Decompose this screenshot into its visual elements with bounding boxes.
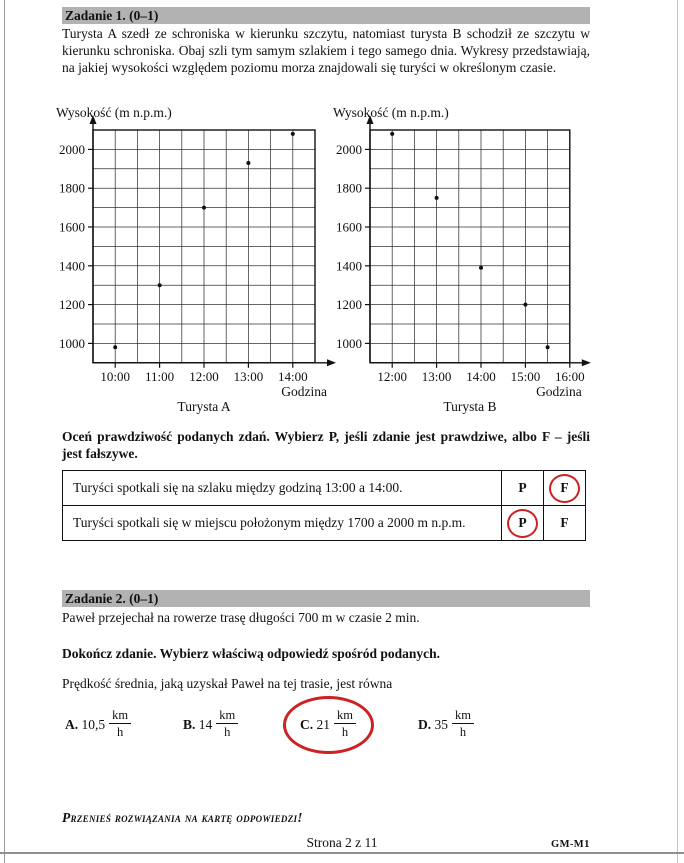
page-number: Strona 2 z 11	[306, 835, 378, 850]
svg-text:12:00: 12:00	[377, 368, 408, 384]
answer-options	[62, 700, 602, 758]
svg-text:1800: 1800	[59, 180, 85, 196]
option-b[interactable]: B. 14 $\frac{km}{h}$	[183, 710, 238, 742]
unit-fraction: $\frac{km}{h}$	[216, 708, 238, 740]
svg-text:Wysokość (m n.p.m.): Wysokość (m n.p.m.)	[333, 105, 449, 120]
svg-text:1200: 1200	[59, 297, 85, 313]
option-a[interactable]: A. 10,5 $\frac{km}{h}$	[65, 710, 131, 742]
svg-text:1600: 1600	[59, 219, 85, 235]
task1-instruction: Oceń prawdziwość podanych zdań. Wybierz P, jeśli zdanie jest prawdziwe, albo F – jeśli jest fałszywe.	[62, 429, 590, 462]
svg-text:Godzina: Godzina	[281, 383, 327, 399]
true-false-table	[62, 470, 586, 541]
row1-true-option[interactable]: P	[518, 480, 527, 495]
svg-text:Turysta A: Turysta A	[177, 398, 231, 414]
task2-instruction: Dokończ zdanie. Wybierz właściwą odpowiedź spośród podanych.	[62, 646, 441, 661]
svg-text:1400: 1400	[59, 258, 85, 274]
unit-fraction: $\frac{km}{h}$	[109, 708, 131, 740]
svg-text:Wysokość (m n.p.m.): Wysokość (m n.p.m.)	[56, 105, 172, 120]
svg-text:14:00: 14:00	[466, 368, 496, 384]
svg-text:1600: 1600	[336, 219, 362, 235]
table-row	[63, 471, 586, 506]
svg-text:15:00: 15:00	[510, 368, 541, 384]
svg-text:Godzina: Godzina	[536, 383, 582, 399]
svg-text:13:00: 13:00	[233, 368, 264, 384]
svg-text:10:00: 10:00	[100, 368, 131, 384]
task1-intro: Turysta A szedł ze schroniska w kierunku szczytu, natomiast turysta B schodził ze szczytu w kierunku schroniska. Obaj szli tym samym szlakiem i tego samego dnia. Wykresy przedstawiają, na jakiej wysokości względem poziomu morza znajdowali się turyści w określonym czasie.	[62, 26, 590, 76]
unit-fraction: $\frac{km}{h}$	[452, 708, 474, 740]
chart-svg	[332, 104, 594, 417]
option-d[interactable]: D. 35 $\frac{km}{h}$	[418, 710, 474, 742]
task2-intro: Paweł przejechał na rowerze trasę długości 700 m w czasie 2 min.	[62, 610, 420, 625]
row2-false-option[interactable]: F	[560, 515, 569, 530]
scan-border-bottom	[0, 852, 684, 854]
chart-turysta-a	[55, 104, 339, 421]
svg-text:2000: 2000	[59, 141, 85, 157]
task1-header: Zadanie 1. (0–1)	[62, 7, 590, 24]
svg-text:16:00: 16:00	[554, 368, 585, 384]
statement-2: Turyści spotkali się w miejscu położonym między 1700 a 2000 m n.p.m.	[63, 506, 502, 541]
doc-code: GM-M1	[551, 839, 590, 850]
statement-1: Turyści spotkali się na szlaku między godziną 13:00 a 14:00.	[63, 471, 502, 506]
row1-false-option[interactable]: F	[549, 474, 580, 503]
row2-true-option[interactable]: P	[507, 509, 538, 538]
svg-text:14:00: 14:00	[277, 368, 308, 384]
svg-text:1200: 1200	[336, 297, 362, 313]
svg-text:Turysta B: Turysta B	[443, 398, 497, 414]
svg-text:2000: 2000	[336, 141, 362, 157]
scan-border-right	[677, 0, 678, 863]
svg-text:1800: 1800	[336, 180, 362, 196]
svg-text:11:00: 11:00	[145, 368, 175, 384]
task2-lead: Prędkość średnia, jaką uzyskał Paweł na tej trasie, jest równa	[62, 676, 393, 691]
svg-text:1000: 1000	[336, 335, 362, 351]
scan-border-left	[4, 0, 5, 863]
svg-text:1000: 1000	[59, 335, 85, 351]
svg-text:1400: 1400	[336, 258, 362, 274]
option-c[interactable]: C. 21 $\frac{km}{h}$	[300, 710, 356, 742]
svg-text:12:00: 12:00	[189, 368, 219, 384]
chart-svg	[55, 104, 339, 417]
unit-fraction: $\frac{km}{h}$	[334, 708, 356, 740]
chart-turysta-b	[332, 104, 594, 421]
transfer-answers-notice: Przenieś rozwiązania na kartę odpowiedzi!	[62, 810, 303, 825]
task2-header: Zadanie 2. (0–1)	[62, 590, 590, 607]
svg-text:13:00: 13:00	[421, 368, 452, 384]
table-row	[63, 506, 586, 541]
